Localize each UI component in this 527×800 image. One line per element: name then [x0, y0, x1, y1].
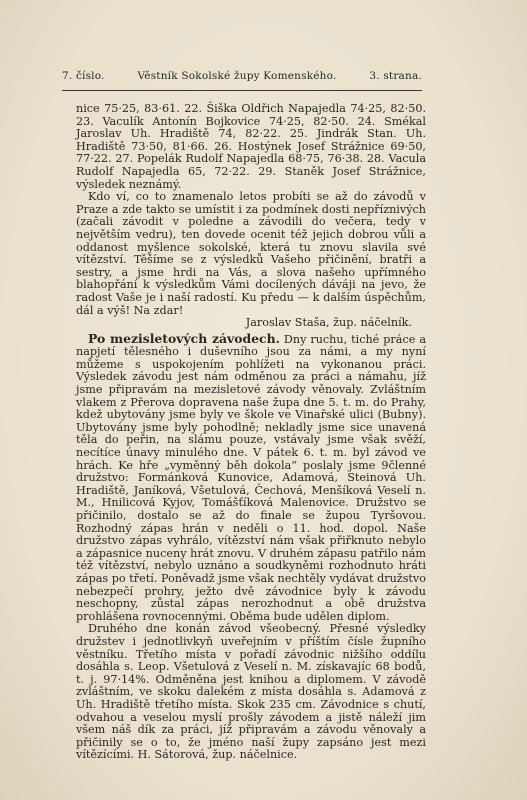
section-title: Po mezisletových závodech.: [88, 330, 280, 346]
paragraph-1: Kdo ví, co to znamenalo letos probíti se až do závodů v Praze a zde takto se umístit i za podmínek dosti nepříznivých (začali závodit v poledne a závodili do večera, tedy v největším vedru), ten dovede ocenit též jejich dobrou vůli a oddanost myšlence sokolské, která tu znovu slavila své vítězství. Těšíme se z výsledků Vašeho přičinění, bratři a sestry, a jsme hrdi na Vás, a slova našeho upřímného blahopřání k výsledkům Vámi docílených dáváji na jevo, že radost Vaše je i naší radostí. Ku předu — k dalším úspěchům, dál a výš! Na zdar!: [76, 190, 426, 317]
issue-number: 7. číslo.: [62, 70, 105, 82]
header-rule: [62, 90, 422, 91]
paragraph-2: [76, 330, 426, 624]
signature-2: H. Sátorová, žup. náčelnice.: [137, 748, 298, 762]
publication-title: Věstník Sokolské župy Komenského.: [137, 70, 337, 82]
results-continued: nice 75·25, 83·61. 22. Šiška Oldřich Napajedla 74·25, 82·50. 23. Vaculík Antonín Bojkovice 74·25, 82·50. 24. Smékal Jaroslav Uh. Hradiště 74, 82·22. 25. Jindrák Stan. Uh. Hradiště 73·50, 81·66. 26. Hostýnek Josef Strážnice 69·50, 77·22. 27. Popelák Rudolf Napajedla 68·75, 76·38. 28. Vacula Rudolf Napajedla 65, 72·22. 29. Staněk Josef Strážnice, výsledek neznámý.: [76, 102, 426, 191]
signature-1: Jaroslav Staša, žup. náčelník.: [245, 316, 412, 330]
page-header: [62, 70, 422, 82]
paragraph-3: [76, 623, 426, 762]
article-body: [76, 103, 426, 762]
paragraph-3-text: Druhého dne konán závod všeobecný. Přesné výsledky družstev i jednotlivkyň uveřejním v příštím čísle župního věstníku. Třetího místa v pořadí závodnic nižšího oddílu dosáhla s. Leop. Všetulová z Veselí n. M. získavajíc 68 bodů, t. j. 97·14%. Odměněna jest knihou a diplomem. V závodě zvláštním, ve skoku dalekém z místa dosáhla s. Adamová z Uh. Hradiště třetího místa. Skok 235 cm. Závodnice s chutí, odvahou a veselou myslí prošly závodem a jistě náleží jim všem náš dík za práci, jíž připravám a závodu věnovaly a přičinily se o to, že jméno naší župy zapsáno jest mezi vítězícími.: [76, 622, 426, 762]
page-number: 3. strana.: [369, 70, 422, 82]
paragraph-2-text: Dny ruchu, tiché práce a napjetí tělesného i duševního jsou za námi, a my nyní můžeme s uspokojením pohlížeti na vykonanou práci. Výsledek závodu jest nám odměnou za práci a námahu, jíž jsme připravám na mezisletové závody věnovaly. Zvláštním vlakem z Přerova dopravena naše župa dne 5. t. m. do Prahy, kdež ubytovány jsme byly ve škole ve Vinařské ulici (Bubny). Ubytovány jsme byly pohodlně; nekladly jsme sice unavená těla do peřin, na slámu pouze, vstávaly jsme však svěží, necítíce únavy minulého dne. V pátek 6. t. m. byl závod ve hrách. Ke hře „vyměnný běh dokola“ poslaly jsme 9členné družstvo: Formánková Kunovice, Adamová, Steinová Uh. Hradiště, Janíková, Všetulová, Čechová, Menšíková Veselí n. M., Hnilicová Kyjov, Tomášťíková Malenovice. Družstvo se přičinilo, dostalo se až do finale se župou Tyršovou. Rozhodný zápas hrán v neděli o 11. hod. dopol. Naše družstvo zápas vyhrálo, vítězství nám však přiřknuto nebylo a zápasnice nuceny hrát znovu. V druhém zápasu patřilo nám též vítězství, nebylo uznáno a soudkyněmi rozhodnuto hráti zápas po třetí. Poněvadž jsme však nechtěly vydávat družstvo nebezpečí prohry, ježto dvě závodnice byly k závodu neschopny, zůstal zápas nerozhodnut a obě družstva prohlášena rovnocennými. Oběma bude udělen diplom.: [76, 332, 426, 623]
